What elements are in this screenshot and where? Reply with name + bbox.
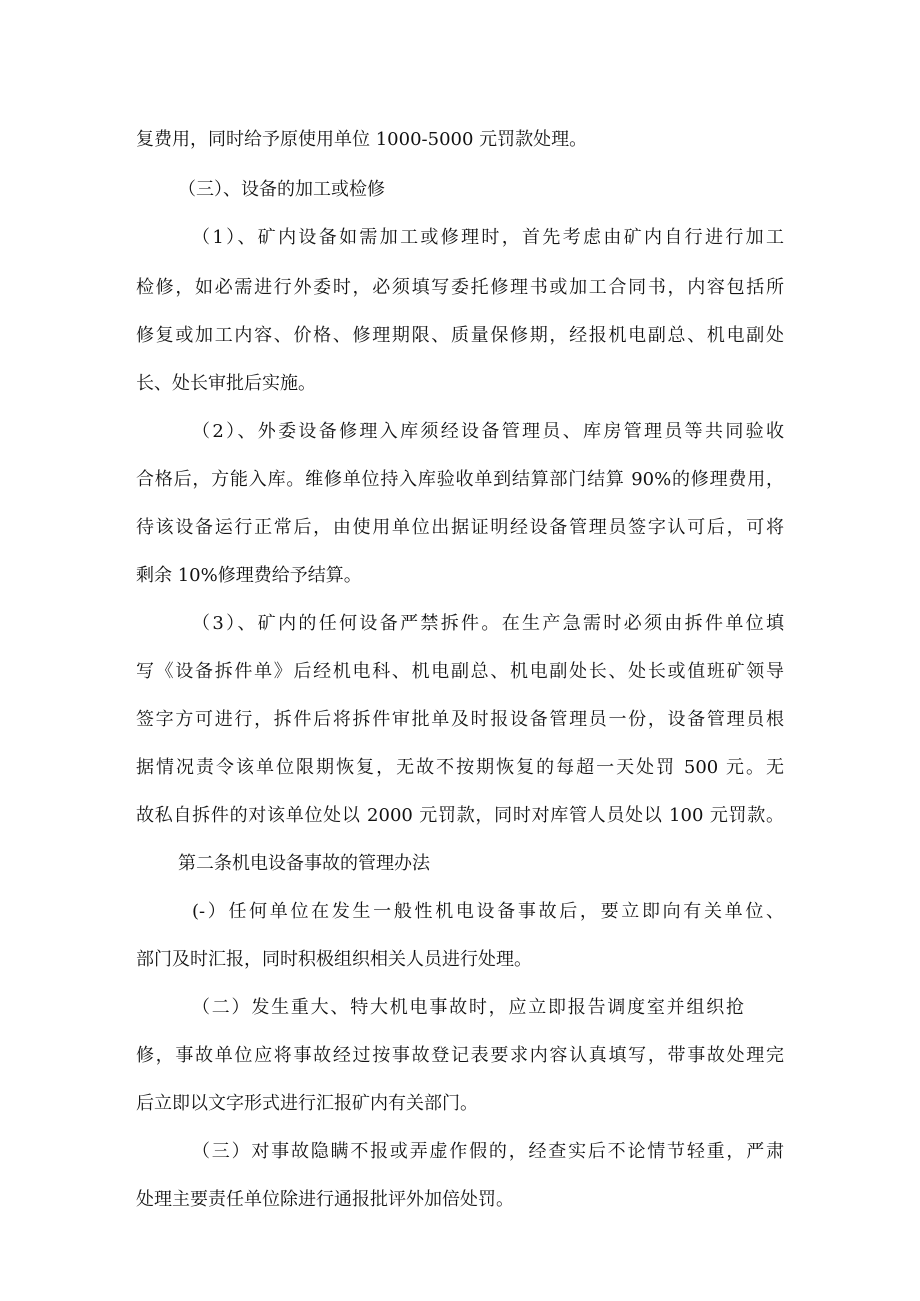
paragraph-line: 修，事故单位应将事故经过按事故登记表要求内容认真填写，带事故处理完 — [136, 1045, 784, 1066]
paragraph-line: （三）对事故隐瞒不报或弄虚作假的，经查实后不论情节轻重，严肃 — [192, 1141, 784, 1162]
paragraph-line: 部门及时汇报，同时积极组织相关人员进行处理。 — [136, 949, 532, 970]
paragraph-line: 检修，如必需进行外委时，必须填写委托修理书或加工合同书，内容包括所 — [136, 277, 784, 298]
paragraph-line: 处理主要责任单位除进行通报批评外加倍处罚。 — [136, 1189, 514, 1210]
paragraph-line: 修复或加工内容、价格、修理期限、质量保修期，经报机电副总、机电副处 — [136, 325, 784, 346]
paragraph-line: 后立即以文字形式进行汇报矿内有关部门。 — [136, 1093, 478, 1114]
paragraph-line: 故私自拆件的对该单位处以 2000 元罚款，同时对库管人员处以 100 元罚款。 — [136, 805, 784, 826]
paragraph-line: （1）、矿内设备如需加工或修理时，首先考虑由矿内自行进行加工 — [192, 227, 784, 248]
paragraph-line: 写《设备拆件单》后经机电科、机电副总、机电副处长、处长或值班矿领导 — [136, 661, 784, 682]
article-heading: 第二条机电设备事故的管理办法 — [178, 853, 430, 874]
paragraph-line: 剩余 10%修理费给予结算。 — [136, 565, 362, 586]
paragraph-line: 复费用，同时给予原使用单位 1000-5000 元罚款处理。 — [136, 129, 588, 150]
paragraph-line: （2）、外委设备修理入库须经设备管理员、库房管理员等共同验收 — [192, 421, 784, 442]
paragraph-line: (-）任何单位在发生一般性机电设备事故后，要立即向有关单位、 — [192, 901, 784, 922]
paragraph-line: 据情况责令该单位限期恢复，无故不按期恢复的每超一天处罚 500 元。无 — [136, 757, 784, 778]
paragraph-line: （二）发生重大、特大机电事故时，应立即报告调度室并组织抢 — [192, 997, 744, 1018]
paragraph-line: 长、处长审批后实施。 — [136, 373, 316, 394]
section-heading: （三）、设备的加工或检修 — [178, 179, 385, 200]
paragraph-line: 合格后，方能入库。维修单位持入库验收单到结算部门结算 90%的修理费用， — [136, 469, 784, 490]
paragraph-line: 待该设备运行正常后，由使用单位出据证明经设备管理员签字认可后，可将 — [136, 517, 784, 538]
paragraph-line: （3）、矿内的任何设备严禁拆件。在生产急需时必须由拆件单位填 — [192, 613, 784, 634]
paragraph-line: 签字方可进行，拆件后将拆件审批单及时报设备管理员一份，设备管理员根 — [136, 709, 784, 730]
